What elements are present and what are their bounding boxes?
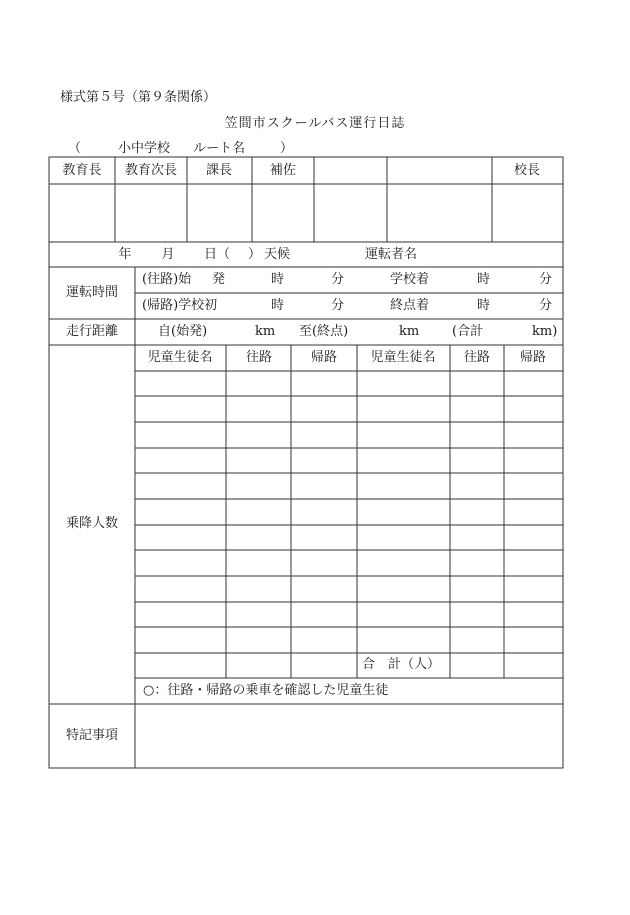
- approval-header-section-chief: 課長: [205, 163, 233, 178]
- outbound-start-label: (往路)始: [142, 272, 192, 287]
- col-header-student-name-2: 児童生徒名: [370, 350, 436, 365]
- return-start-label: (帰路)学校初: [142, 298, 218, 313]
- approval-header-superintendent: 教育長: [62, 163, 102, 178]
- date-month-label: 月: [161, 247, 175, 262]
- driver-name-label: 運転者名: [365, 247, 418, 262]
- return-hour-1: 時: [271, 298, 285, 313]
- col-header-return-1: 帰路: [310, 350, 338, 365]
- approval-header-assistant: 補佐: [269, 163, 297, 178]
- return-arrival-terminal: 終点着: [390, 298, 430, 313]
- stamp-cell-blank-1[interactable]: [315, 185, 386, 241]
- passenger-total-label: 合 計（人）: [362, 657, 441, 672]
- route-close-paren: ）: [280, 141, 294, 156]
- col-header-student-name-1: 児童生徒名: [147, 350, 213, 365]
- return-minute-1: 分: [331, 298, 345, 313]
- remarks-label: 特記事項: [65, 728, 119, 743]
- weather-label: 天候: [264, 247, 291, 262]
- passenger-note: ○：往路・帰路の乗車を確認した児童生徒: [143, 683, 389, 698]
- date-day-label: 日（: [204, 247, 231, 262]
- weekday-close-paren: ）: [248, 247, 262, 262]
- outbound-start-label-2: 発: [212, 272, 226, 287]
- distance-start-label: 自(始発): [158, 324, 208, 339]
- distance-total-label: (合計: [452, 324, 484, 339]
- date-year-label: 年: [118, 247, 132, 262]
- distance-km-1: km: [255, 324, 276, 339]
- stamp-cell-section-chief[interactable]: [188, 185, 251, 241]
- return-minute-2: 分: [539, 298, 553, 313]
- document-title: 笠間市スクールバス運行日誌: [224, 116, 406, 131]
- route-name-label: ルート名: [193, 141, 246, 156]
- school-label: 小中学校: [118, 141, 171, 156]
- form-number: 様式第５号（第９条関係）: [60, 90, 217, 105]
- outbound-minute-1: 分: [331, 272, 345, 287]
- stamp-cell-principal[interactable]: [493, 185, 562, 241]
- distance-km-3: km): [532, 324, 558, 339]
- stamp-cell-superintendent[interactable]: [50, 185, 114, 241]
- approval-header-principal: 校長: [513, 163, 541, 178]
- stamp-cell-deputy[interactable]: [116, 185, 186, 241]
- stamp-cell-blank-2[interactable]: [388, 185, 491, 241]
- distance-end-label: 至(終点): [299, 324, 349, 339]
- outbound-hour-2: 時: [477, 272, 491, 287]
- remarks-field[interactable]: [136, 705, 562, 767]
- col-header-outbound-1: 往路: [245, 350, 273, 365]
- passenger-count-label: 乗降人数: [65, 516, 119, 531]
- return-hour-2: 時: [477, 298, 491, 313]
- outbound-minute-2: 分: [539, 272, 553, 287]
- distance-km-2: km: [399, 324, 420, 339]
- col-header-return-2: 帰路: [519, 350, 547, 365]
- distance-label: 走行距離: [65, 324, 119, 339]
- stamp-cell-assistant[interactable]: [253, 185, 313, 241]
- approval-header-deputy: 教育次長: [124, 163, 178, 178]
- route-open-paren: （: [68, 141, 82, 156]
- outbound-hour-1: 時: [271, 272, 285, 287]
- log-sheet: [49, 157, 563, 768]
- col-header-outbound-2: 往路: [463, 350, 491, 365]
- school-route-line: [68, 137, 368, 156]
- outbound-arrival-school: 学校着: [390, 272, 430, 287]
- driving-time-label: 運転時間: [65, 285, 119, 300]
